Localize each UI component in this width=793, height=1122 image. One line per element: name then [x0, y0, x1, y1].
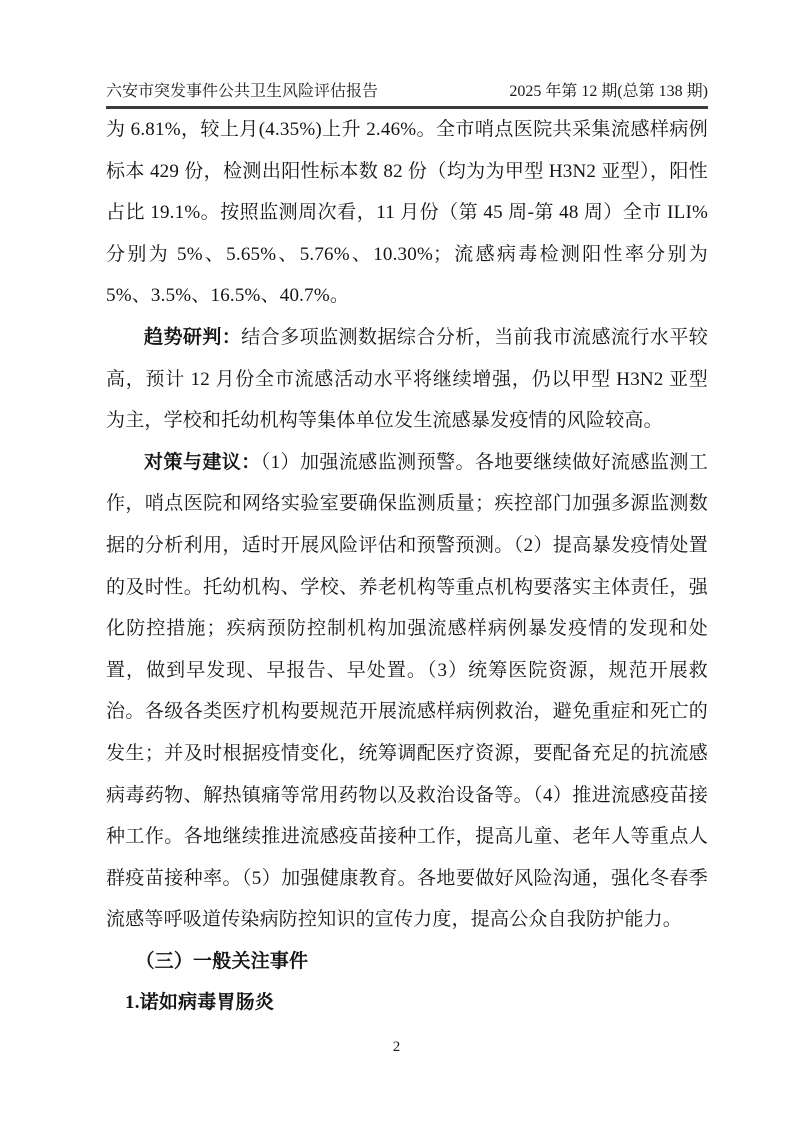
report-title: 六安市突发事件公共卫生风险评估报告 — [106, 83, 379, 100]
paragraph-trend-lead: 趋势研判： — [144, 326, 242, 348]
subsection-heading-norovirus: 1.诺如病毒胃肠炎 — [125, 992, 275, 1014]
page-header — [106, 81, 708, 103]
issue-info: 2025 年第 12 期(总第 138 期) — [509, 83, 708, 100]
paragraph-trend-text: 结合多项监测数据综合分析，当前我市流感流行水平较高，预计 12 月份全市流感活动水平将继续增强，仍以甲型 H3N2 亚型为主，学校和托幼机构等集体单位发生流感暴发疫情的风险较高。 — [106, 326, 708, 432]
paragraph-surveillance-data: 为 6.81%，较上月(4.35%)上升 2.46%。全市哨点医院共采集流感样病例标本 429 份，检测出阳性标本数 82 份（均为为甲型 H3N2 亚型），阳性占比 19.1%。按照监测周次看，11 月份（第 45 周-第 48 周）全市 ILI%分别为 5%、5.65%、5.76%、10.30%；流感病毒检测阳性率分别为 5%、3.5%、16.5%、40.7%。 — [106, 119, 708, 307]
section-heading-general-concern: （三）一般关注事件 — [135, 950, 309, 972]
paragraph-countermeasures-lead: 对策与建议： — [144, 451, 261, 473]
paragraph-countermeasures — [106, 442, 708, 941]
page-number: 2 — [392, 1039, 401, 1055]
paragraph-countermeasures-text: （1）加强流感监测预警。各地要继续做好流感监测工作，哨点医院和网络实验室要确保监测质量；疾控部门加强多源监测数据的分析利用，适时开展风险评估和预警预测。（2）提高暴发疫情处置的及时性。托幼机构、学校、养老机构等重点机构要落实主体责任，强化防控措施；疾病预防控制机构加强流感样病例暴发疫情的发现和处置，做到早发现、早报告、早处置。（3）统筹医院资源，规范开展救治。各级各类医疗机构要规范开展流感样病例救治，避免重症和死亡的发生；并及时根据疫情变化，统筹调配医疗资源，要配备充足的抗流感病毒药物、解热镇痛等常用药物以及救治设备等。（4）推进流感疫苗接种工作。各地继续推进流感疫苗接种工作，提高儿童、老年人等重点人群疫苗接种率。（5）加强健康教育。各地要做好风险沟通，强化冬春季流感等呼吸道传染病防控知识的宣传力度，提高公众自我防护能力。 — [106, 451, 708, 931]
paragraph-trend-judgement — [106, 317, 708, 442]
document-body — [106, 109, 708, 1024]
